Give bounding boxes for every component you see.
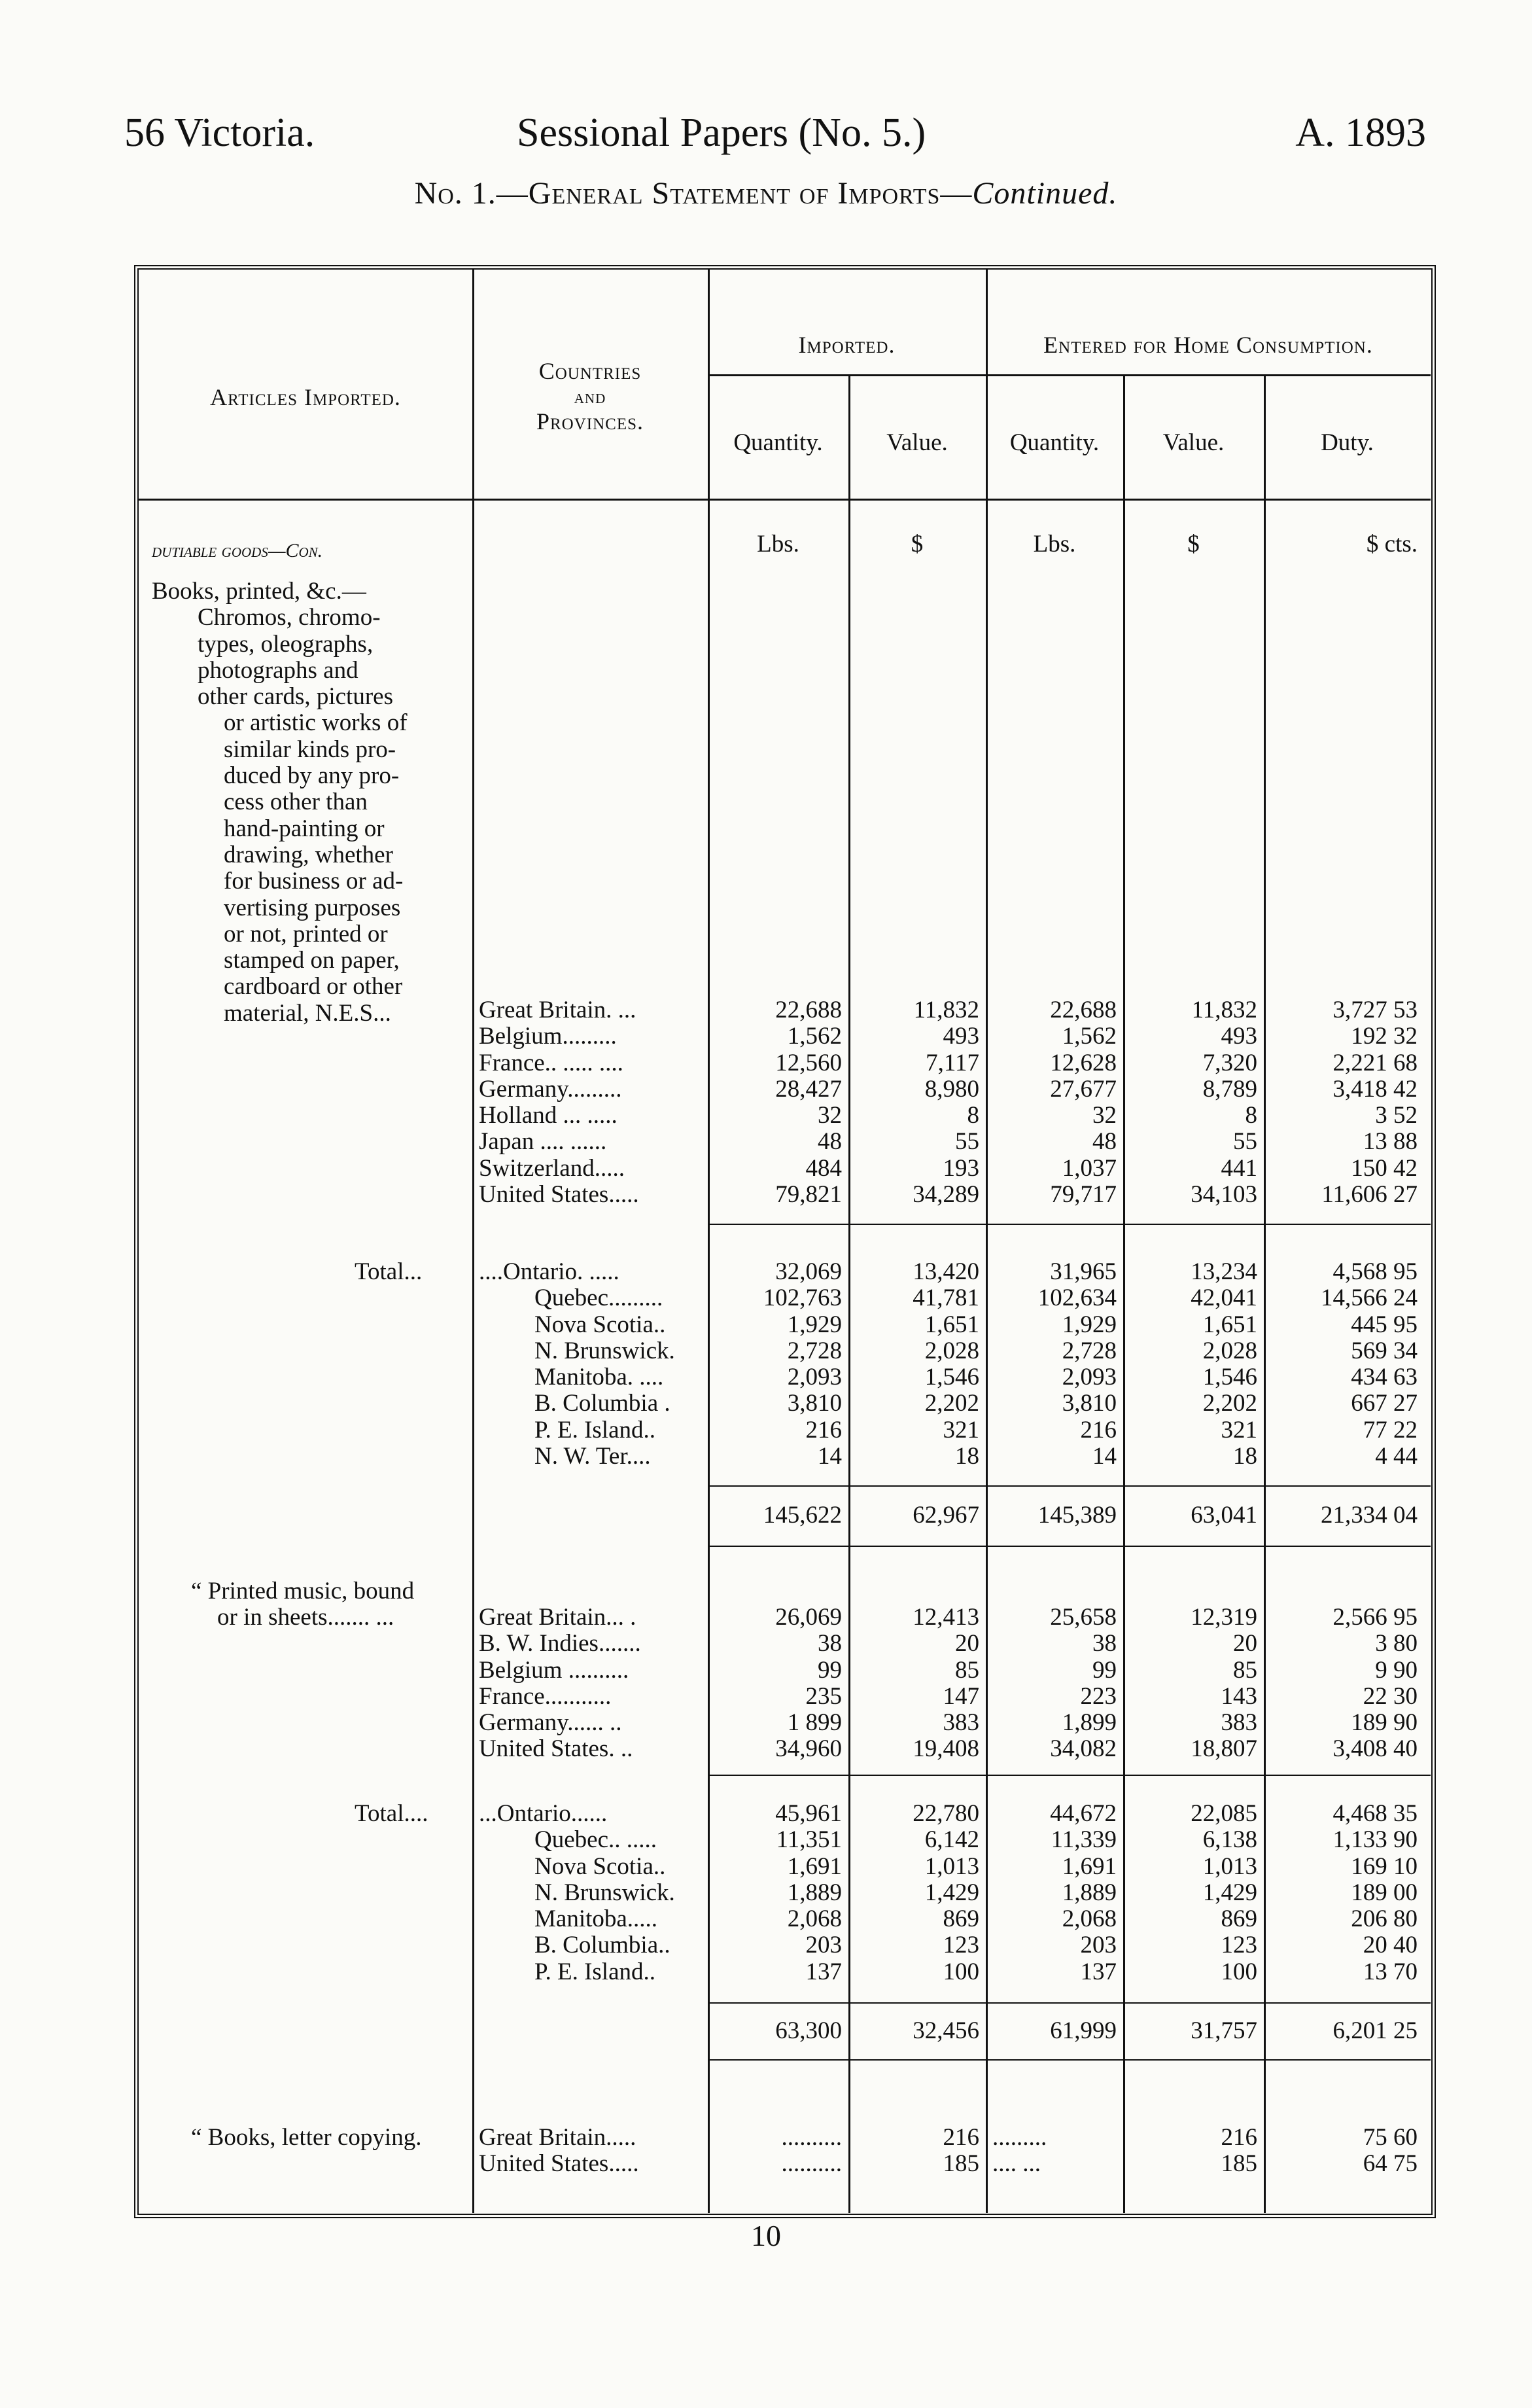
cell: 189 00 (1351, 1879, 1418, 1906)
article-line: or artistic works of (224, 709, 408, 737)
cell: 75 60 (1363, 2124, 1418, 2151)
cell: 22,688 (775, 997, 842, 1023)
cell: 1,546 (924, 1364, 979, 1391)
cell: 34,103 (1191, 1181, 1257, 1209)
province-name: Quebec.. ..... (534, 1826, 657, 1854)
header-rule (708, 374, 1431, 376)
cell: 11,832 (1191, 997, 1257, 1023)
article-line: stamped on paper, (224, 947, 400, 974)
cell: 18 (1233, 1443, 1257, 1470)
imported-qty-col (708, 1801, 842, 1985)
cell: 1,429 (924, 1879, 979, 1906)
cell: 3,727 53 (1332, 997, 1418, 1023)
cell: 32 (818, 1102, 842, 1129)
cell: 79,821 (775, 1181, 842, 1209)
entered-val-col (1123, 1801, 1257, 1985)
cell: 2,566 95 (1332, 1604, 1418, 1631)
cell: 102,634 (1037, 1284, 1117, 1312)
cell: 2,028 (1202, 1337, 1257, 1364)
cell: 32,456 (913, 2017, 979, 2044)
province-name: Nova Scotia.. (534, 1852, 666, 1880)
cell: 445 95 (1351, 1311, 1418, 1338)
province-list (479, 1801, 708, 1985)
cell: 2,202 (924, 1390, 979, 1417)
cell: 2,093 (1062, 1364, 1117, 1391)
country-name: B. W. Indies....... (479, 1630, 641, 1657)
col-header-quantity: Quantity. (733, 429, 823, 456)
duty-col (1264, 1604, 1418, 1763)
cell: 12,560 (775, 1049, 842, 1076)
cell: 18 (955, 1443, 979, 1470)
cell: 216 (943, 2124, 979, 2151)
province-name: Manitoba. .... (534, 1364, 664, 1391)
cell: 145,622 (763, 1502, 842, 1529)
country-name: Belgium......... (479, 1023, 617, 1050)
cell: 63,041 (1191, 1502, 1257, 1529)
grand-total-qty-2 (986, 2018, 1117, 2044)
cell: 99 (1092, 1656, 1117, 1684)
province-name: B. Columbia . (534, 1390, 670, 1417)
article-line: “ Printed music, bound (191, 1578, 415, 1604)
cell: 123 (943, 1932, 979, 1959)
cell: 150 42 (1351, 1154, 1418, 1182)
cell: 99 (818, 1656, 842, 1684)
cell: 1,651 (924, 1311, 979, 1338)
imported-qty-col (708, 997, 842, 1208)
cell: 85 (1233, 1656, 1257, 1684)
cell: 34,960 (775, 1735, 842, 1763)
unit-qty: Lbs. (757, 531, 799, 558)
cell: 193 (943, 1154, 979, 1182)
imported-qty-col (708, 2125, 842, 2178)
country-list (479, 997, 708, 1208)
cell: 1,133 90 (1332, 1826, 1418, 1854)
col-header-imported: Imported. (798, 332, 896, 358)
header-right: A. 1893 (1295, 111, 1426, 155)
cell: 192 32 (1351, 1023, 1418, 1050)
cell: 1,691 (1062, 1852, 1117, 1880)
cell: 13,234 (1191, 1258, 1257, 1285)
cell: 123 (1221, 1932, 1257, 1959)
cell: 147 (943, 1682, 979, 1710)
col-header-countries-3: Provinces. (536, 408, 644, 434)
cell: 12,628 (1050, 1049, 1117, 1076)
cell: 13 70 (1363, 1958, 1418, 1985)
cell: 2,728 (787, 1337, 842, 1364)
cell: 32 (1092, 1102, 1117, 1129)
article-line: “ Books, letter copying. (191, 2124, 422, 2151)
cell: 235 (805, 1682, 842, 1710)
province-name: P. E. Island.. (534, 1416, 655, 1443)
province-name: Manitoba..... (534, 1905, 658, 1933)
cell: 11,351 (776, 1826, 842, 1854)
cell: 38 (818, 1630, 842, 1657)
cell: 3,418 42 (1332, 1075, 1418, 1103)
entered-val-col (1123, 997, 1257, 1208)
article-line: drawing, whether (224, 841, 393, 868)
entered-qty-col (986, 997, 1117, 1208)
cell: 3,408 40 (1332, 1735, 1418, 1763)
article-line: duced by any pro- (224, 762, 400, 790)
cell: 63,300 (775, 2017, 842, 2044)
cell: 55 (955, 1128, 979, 1156)
cell: 18,807 (1191, 1735, 1257, 1763)
cell: 493 (1221, 1023, 1257, 1050)
cell: 223 (1080, 1682, 1117, 1710)
cell: 321 (1221, 1416, 1257, 1443)
cell: 1,429 (1202, 1879, 1257, 1906)
cell: 493 (943, 1023, 979, 1050)
article-line: types, oleographs, (198, 630, 374, 658)
cell: 19,408 (913, 1735, 979, 1763)
entered-val-col (1123, 2125, 1257, 2178)
province-name: ....Ontario. ..... (479, 1258, 619, 1285)
cell: 3 52 (1375, 1102, 1418, 1129)
article-line: other cards, pictures (198, 683, 393, 711)
unit-val: $ (911, 531, 924, 558)
cell: 14 (818, 1443, 842, 1470)
country-name: United States..... (479, 1181, 639, 1209)
article-description (152, 578, 472, 1027)
cell: 1,651 (1202, 1311, 1257, 1338)
province-name: N. Brunswick. (534, 1879, 675, 1906)
cell: 77 22 (1363, 1416, 1418, 1443)
total-rule (708, 2059, 1431, 2061)
cell: 34,289 (913, 1181, 979, 1209)
cell: 484 (805, 1154, 842, 1182)
category-label: dutiable goods—Con. (152, 540, 323, 561)
country-name: Japan .... ...... (479, 1128, 607, 1156)
province-name: N. Brunswick. (534, 1337, 675, 1364)
cell: 13,420 (913, 1258, 979, 1285)
country-name: Great Britain... . (479, 1604, 636, 1631)
grand-total-qty (708, 2018, 842, 2044)
total-rule (708, 1485, 1431, 1487)
cell: 102,763 (763, 1284, 842, 1312)
cell: 383 (943, 1709, 979, 1737)
header-left: 56 Victoria. (124, 111, 315, 155)
cell: 2,728 (1062, 1337, 1117, 1364)
cell: 2,202 (1202, 1390, 1257, 1417)
cell: .... ... (992, 2150, 1041, 2178)
country-name: Great Britain. ... (479, 997, 636, 1023)
table-title (0, 175, 1532, 211)
duty-col (1264, 997, 1418, 1208)
grand-total-val (848, 2018, 979, 2044)
cell: 14,566 24 (1321, 1284, 1418, 1312)
cell: 11,606 27 (1321, 1181, 1418, 1209)
cell: 434 63 (1351, 1364, 1418, 1391)
cell: 383 (1221, 1709, 1257, 1737)
cell: 4,468 35 (1332, 1800, 1418, 1827)
cell: 22,688 (1050, 997, 1117, 1023)
article-line: cardboard or other (224, 973, 403, 1000)
cell: 62,967 (913, 1502, 979, 1529)
statement-table (134, 265, 1436, 2218)
province-list (479, 1259, 708, 1470)
cell: 8 (1245, 1102, 1257, 1129)
entered-qty-col (986, 1801, 1117, 1985)
col-header-articles: Articles Imported. (210, 384, 401, 410)
cell: 1 899 (787, 1709, 842, 1737)
cell: 441 (1221, 1154, 1257, 1182)
cell: 26,069 (775, 1604, 842, 1631)
grand-total-qty (708, 1502, 842, 1529)
imported-val-col (848, 1801, 979, 1985)
cell: 189 90 (1351, 1709, 1418, 1737)
country-name: France.. ..... .... (479, 1049, 623, 1076)
cell: 1,691 (787, 1852, 842, 1880)
cell: 1,037 (1062, 1154, 1117, 1182)
total-label: Total... (355, 1258, 423, 1285)
cell: 216 (1221, 2124, 1257, 2151)
cell: 8 (967, 1102, 979, 1129)
article-line: hand-painting or (224, 815, 385, 842)
article-line: photographs and (198, 656, 358, 684)
table-title-main: No. 1.—General Statement of Imports— (414, 176, 973, 211)
cell: 31,965 (1050, 1258, 1117, 1285)
grand-total-duty (1264, 2018, 1418, 2044)
cell: 169 10 (1351, 1852, 1418, 1880)
cell: 22,780 (913, 1800, 979, 1827)
grand-total-val-2 (1123, 1502, 1257, 1529)
grand-total-qty-2 (986, 1502, 1117, 1529)
article-line: vertising purposes (224, 894, 401, 921)
grand-total-val-2 (1123, 2018, 1257, 2044)
cell: 64 75 (1363, 2150, 1418, 2178)
cell: 6,138 (1202, 1826, 1257, 1854)
cell: 185 (1221, 2150, 1257, 2178)
cell: 11,339 (1051, 1826, 1117, 1854)
cell: 206 80 (1351, 1905, 1418, 1933)
header-rule (139, 499, 1431, 501)
cell: 22 30 (1363, 1682, 1418, 1710)
total-rule (708, 2002, 1431, 2004)
cell: 85 (955, 1656, 979, 1684)
cell: 3 80 (1375, 1630, 1418, 1657)
running-header (124, 110, 1426, 162)
cell: 41,781 (913, 1284, 979, 1312)
cell: 4,568 95 (1332, 1258, 1418, 1285)
col-header-quantity-2: Quantity. (1009, 429, 1100, 456)
cell: 7,320 (1202, 1049, 1257, 1076)
cell: 14 (1092, 1443, 1117, 1470)
cell: 137 (1080, 1958, 1117, 1985)
cell: 12,319 (1191, 1604, 1257, 1631)
article-description (152, 2125, 472, 2151)
cell: 11,832 (913, 997, 979, 1023)
cell: 9 90 (1375, 1656, 1418, 1684)
country-name: Switzerland..... (479, 1154, 625, 1182)
cell: 48 (1092, 1128, 1117, 1156)
cell: 6,142 (924, 1826, 979, 1854)
cell: 216 (805, 1416, 842, 1443)
cell: 321 (943, 1416, 979, 1443)
entered-qty-col (986, 1259, 1117, 1470)
cell: 1,562 (1062, 1023, 1117, 1050)
cell: 12,413 (913, 1604, 979, 1631)
country-name: France........... (479, 1682, 612, 1710)
article-line: material, N.E.S... (224, 999, 391, 1027)
entered-qty-col (986, 2125, 1117, 2178)
col-header-countries-2: and (574, 386, 606, 408)
cell: 1,013 (924, 1852, 979, 1880)
province-name: ...Ontario...... (479, 1800, 608, 1827)
cell: 143 (1221, 1682, 1257, 1710)
country-name: Great Britain..... (479, 2124, 636, 2151)
article-line: for business or ad- (224, 868, 404, 895)
province-name: Nova Scotia.. (534, 1311, 666, 1338)
country-name: United States..... (479, 2150, 639, 2178)
cell: 79,717 (1050, 1181, 1117, 1209)
imported-val-col (848, 997, 979, 1208)
cell: 28,427 (775, 1075, 842, 1103)
entered-val-col (1123, 1604, 1257, 1763)
duty-col (1264, 1259, 1418, 1470)
imported-qty-col (708, 1259, 842, 1470)
country-name: Germany...... .. (479, 1709, 622, 1737)
cell: 1,889 (1062, 1879, 1117, 1906)
cell: 48 (818, 1128, 842, 1156)
col-header-duty: Duty. (1321, 429, 1374, 456)
country-name: Belgium .......... (479, 1656, 629, 1684)
imported-qty-col (708, 1604, 842, 1763)
cell: 20 40 (1363, 1932, 1418, 1959)
cell: 27,677 (1050, 1075, 1117, 1103)
cell: 1,546 (1202, 1364, 1257, 1391)
col-header-entered: Entered for Home Consumption. (1043, 332, 1373, 358)
cell: 203 (1080, 1932, 1117, 1959)
col-header-value-2: Value. (1162, 429, 1225, 456)
cell: 216 (1080, 1416, 1117, 1443)
cell: 32,069 (775, 1258, 842, 1285)
cell: 203 (805, 1932, 842, 1959)
cell: 45,961 (775, 1800, 842, 1827)
cell: .......... (781, 2124, 842, 2151)
article-line: Books, printed, &c.— (152, 578, 366, 605)
article-line: or in sheets....... ... (217, 1604, 394, 1631)
province-name: N. W. Ter.... (534, 1443, 651, 1470)
cell: 42,041 (1191, 1284, 1257, 1312)
unit-qty-2: Lbs. (1033, 531, 1076, 558)
article-line: cess other than (224, 788, 368, 816)
cell: 2,093 (787, 1364, 842, 1391)
cell: 1,889 (787, 1879, 842, 1906)
cell: 2,068 (787, 1905, 842, 1933)
entered-val-col (1123, 1259, 1257, 1470)
cell: 55 (1233, 1128, 1257, 1156)
header-center: Sessional Papers (No. 5.) (517, 111, 926, 155)
unit-val-2: $ (1187, 531, 1200, 558)
cell: 1,562 (787, 1023, 842, 1050)
province-name: B. Columbia.. (534, 1932, 670, 1959)
cell: 31,757 (1191, 2017, 1257, 2044)
cell: .......... (781, 2150, 842, 2178)
cell: 44,672 (1050, 1800, 1117, 1827)
article-description (152, 1578, 472, 1631)
province-name: P. E. Island.. (534, 1958, 655, 1985)
country-name: Germany......... (479, 1075, 622, 1103)
duty-col (1264, 1801, 1418, 1985)
subtotal-rule (708, 1775, 1431, 1776)
cell: 25,658 (1050, 1604, 1117, 1631)
col-rule (472, 270, 474, 2213)
grand-total-val (848, 1502, 979, 1529)
country-list (479, 1604, 708, 1763)
imported-val-col (848, 2125, 979, 2178)
entered-qty-col (986, 1604, 1117, 1763)
duty-col (1264, 2125, 1418, 2178)
unit-duty: $ cts. (1366, 531, 1418, 558)
cell: 22,085 (1191, 1800, 1257, 1827)
country-name: Holland ... ..... (479, 1102, 618, 1129)
cell: 61,999 (1050, 2017, 1117, 2044)
grand-total-duty (1264, 1502, 1418, 1529)
cell: 20 (1233, 1630, 1257, 1657)
total-label: Total.... (355, 1800, 428, 1827)
cell: 4 44 (1375, 1443, 1418, 1470)
imported-val-col (848, 1604, 979, 1763)
article-line: Chromos, chromo- (198, 604, 381, 631)
cell: 1,929 (787, 1311, 842, 1338)
cell: 20 (955, 1630, 979, 1657)
cell: 8,789 (1202, 1075, 1257, 1103)
cell: 8,980 (924, 1075, 979, 1103)
cell: 3,810 (1062, 1390, 1117, 1417)
cell: 3,810 (787, 1390, 842, 1417)
cell: 2,068 (1062, 1905, 1117, 1933)
cell: 38 (1092, 1630, 1117, 1657)
cell: 569 34 (1351, 1337, 1418, 1364)
article-line: similar kinds pro- (224, 735, 396, 763)
imported-val-col (848, 1259, 979, 1470)
cell: 2,221 68 (1332, 1049, 1418, 1076)
cell: 667 27 (1351, 1390, 1418, 1417)
cell: 100 (943, 1958, 979, 1985)
cell: 13 88 (1363, 1128, 1418, 1156)
table-title-italic: Continued. (972, 176, 1118, 211)
cell: 137 (805, 1958, 842, 1985)
cell: 869 (943, 1905, 979, 1933)
province-name: Quebec......... (534, 1284, 663, 1312)
total-rule (708, 1546, 1431, 1547)
article-line: or not, printed or (224, 920, 388, 947)
cell: 1,899 (1062, 1709, 1117, 1737)
col-header-countries-1: Countries (538, 358, 642, 384)
cell: 21,334 04 (1321, 1502, 1418, 1529)
country-name: United States. .. (479, 1735, 633, 1763)
page-number: 10 (751, 2219, 781, 2252)
cell: ......... (992, 2124, 1047, 2151)
cell: 100 (1221, 1958, 1257, 1985)
cell: 1,929 (1062, 1311, 1117, 1338)
subtotal-rule (708, 1224, 1431, 1225)
cell: 7,117 (926, 1049, 979, 1076)
cell: 185 (943, 2150, 979, 2178)
country-list (479, 2125, 708, 2178)
cell: 869 (1221, 1905, 1257, 1933)
cell: 145,389 (1037, 1502, 1117, 1529)
cell: 6,201 25 (1332, 2017, 1418, 2044)
cell: 34,082 (1050, 1735, 1117, 1763)
cell: 2,028 (924, 1337, 979, 1364)
cell: 1,013 (1202, 1852, 1257, 1880)
col-header-value: Value. (886, 429, 948, 456)
